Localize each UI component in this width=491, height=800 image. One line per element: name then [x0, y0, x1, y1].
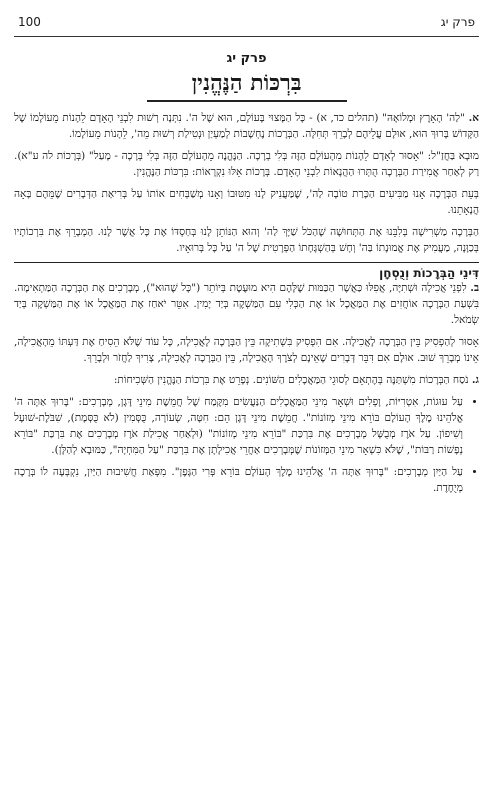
paragraph-b — [14, 280, 479, 328]
section-paragraphs — [14, 280, 479, 388]
paragraph-text: מוּבָא בַּחֲזַ"ל: "אָסוּר לְאָדָם לֵהָנוֹת מִהָעוֹלָם הַזֶּה בְּלִי בְרָכָה. הַנֶּהֱנֶה מֵהָעוֹלָם הַזֶּה בְּלִי בְּרָכָה - מָעַל" (בְּרָכוֹת לה ע"א). רַק לְאַחַר אֲמִירַת הַבְּרָכָה הֻתְּרוּ הַהֲנָאוֹת לִבְנֵי הָאָדָם. בְּרָכוֹת אֵלּוּ נִקְרָאוֹת: בִּרְכּוֹת הַנֶּהֱנִין. — [14, 150, 479, 178]
intro-paragraphs — [14, 110, 479, 256]
paragraph-label: א. — [468, 112, 480, 124]
paragraph — [14, 334, 479, 366]
paragraph-text: הַבְּרָכָה מַשְׁרִישָׁה בְּלִבֵּנוּ אֶת הַתְּחוּשָׁה שֶׁהַכֹּל שַׁיָּךְ לַה' וְהוּא הַנּוֹתֵן לָנוּ בְּחַסְדּוֹ אֶת כָּל אֲשֶׁר לָנוּ. הַמְבָרֵךְ אֶת בִּרְכוֹתָיו בְּכַוָּנָה, מַעֲמִיק אֶת אֱמוּנָתוֹ בַּה' וְחָשׁ בְּהַשְׁגָּחָתוֹ הַפְּרָטִית שֶׁל ה' עַל כָּל בְּרוּאָיו. — [14, 226, 479, 254]
paragraph-a — [14, 110, 479, 142]
title-underline — [147, 100, 347, 102]
blessing-list — [14, 394, 479, 496]
paragraph — [14, 224, 479, 256]
header-chapter: פרק יג — [440, 15, 475, 29]
paragraph-text: בְּעֵת הַבְּרָכָה אָנוּ מַבִּיעִים הַכָּרַת טוֹבָה לַה', שֶׁמַּעֲנִיק לָנוּ מִטּוּבוֹ וְאָנוּ מְשַׁבְּחִים אוֹתוֹ עַל בְּרִיאַת הַדְּבָרִים שֶׁמֵּהֶם בָּאָה הֲנָאָתֵנוּ. — [14, 188, 479, 216]
paragraph-text: אָסוּר לְהַפְסִיק בֵּין הַבְּרָכָה לָאֲכִילָה. אִם הִפְסִיק בִּשְׁתִיקָה בֵּין הַבְּרָכָה לָאֲכִילָה, כָּל עוֹד שֶׁלֹּא הֵסִיחַ אֶת דַּעְתּוֹ מֵהָאֲכִילָה, אֵינוֹ מְבָרֵךְ שׁוּב. אוּלָם אִם דִּבֵּר דְּבָרִים שֶׁאֵינָם לְצֹרֶךְ הָאֲכִילָה, בֵּין הַבְּרָכָה לָאֲכִילָה, צָרִיךְ לַחֲזֹר וּלְבָרֵךְ. — [14, 336, 479, 364]
running-header — [14, 12, 479, 37]
paragraph-label: ג. — [471, 374, 479, 386]
paragraph-text: "לַה' הָאָרֶץ וּמְלוֹאָהּ" (תהלים כד, א) - כָּל הַמָּצוּי בָּעוֹלָם, הוּא שֶׁל ה'. נִתְּנָה רְשׁוּת לִבְנֵי הָאָדָם לֵהָנוֹת מֵעוֹלָמוֹ שֶׁל הַקָּדוֹשׁ בָּרוּךְ הוּא, אוּלָם עֲלֵיהֶם לְבָרֵךְ תְּחִלָּה. הַבְּרָכוֹת נֶחְשָׁבוֹת לְמַעְיַן וּנְטִילַת רְשׁוּת מֵה', לֵהָנוֹת מֵעוֹלָמוֹ. — [14, 112, 479, 140]
paragraph-text: לִפְנֵי אֲכִילָה וּשְׁתִיָּה, אֲפִלּוּ כַּאֲשֶׁר הַכַּמּוּת שֶׁלָּהֶם הִיא מוּעֶטֶת בְּיוֹתֵר ("כָּל שֶׁהוּא"), מְבָרְכִים אֶת הַבְּרָכָה הַמַּתְאִימָה. בִּשְׁעַת הַבְּרָכָה אוֹחֲזִים אֶת הַמַּאֲכָל אוֹ אֶת הַכְּלִי עִם הַמַּשְׁקֶה בְּיַד יָמִין. אִטֵּר יֹאחַז אֶת הַמַּאֲכָל אוֹ אֶת הַמַּשְׁקֶה בְּיַד שְׂמֹאל. — [14, 282, 480, 326]
paragraph-label: ב. — [470, 282, 480, 294]
list-item: • עַל הַיַּיִן מְבָרְכִים: "בָּרוּךְ אַתָּה ה' אֱלֹהֵינוּ מֶלֶךְ הָעוֹלָם בּוֹרֵא פְּרִי הַגָּפֶן". מִפְּאַת חֲשִׁיבוּת הַיַּיִן, נִקְבְּעָה לוֹ בְּרָכָה מְיֻחֶדֶת. — [14, 464, 463, 496]
paragraph-g — [14, 372, 479, 388]
paragraph — [14, 148, 479, 180]
list-item: • עַל עוּגוֹת, אִטְרִיּוֹת, וָפְלִים וּשְׁאָר מִינֵי הַמַּאֲכָלִים הַנַּעֲשִׂים מִקֶּמַח שֶׁל חֲמֵשֶׁת מִינֵי דָּגָן, מְבָרְכִים: "בָּרוּךְ אַתָּה ה' אֱלֹהֵינוּ מֶלֶךְ הָעוֹלָם בּוֹרֵא מִינֵי מְזוֹנוֹת". חֲמֵשֶׁת מִינֵי דָּגָן הֵם: חִטָּה, שְׂעוֹרָה, כֻּסְּמִין (לֹא כֻּסְּמָת), שִׁבֹּלֶת-שׁוּעָל וְשִׁיפוֹן. עַל אֹרֶז מְבֻשָּׁל מְבָרְכִים אֶת בִּרְכַּת "בּוֹרֵא מִינֵי מְזוֹנוֹת" (וּלְאַחַר אֲכִילַת אֹרֶז מְבָרְכִים אֶת בִּרְכַּת "בּוֹרֵא נְפָשׁוֹת רַבּוֹת", שֶׁלֹּא כִּשְׁאָר מִינֵי הַמְּזוֹנוֹת שֶׁמְּבָרְכִים אַחֲרֵי אֲכִילָתָן אֶת בִּרְכַּת "עַל הַמִּחְיָה", כַּמּוּבָא לְהַלָּן). — [14, 394, 463, 458]
book-page — [14, 12, 479, 502]
paragraph — [14, 186, 479, 218]
section-title: דִּינֵי הַבְּרָכוֹת וְנֻסְחָן — [14, 262, 479, 280]
paragraph-text: נֹסַח הַבְּרָכוֹת מִשְׁתַּנֶּה בְּהֶתְאֵם לְסוּגֵי הַמַּאֲכָלִים הַשּׁוֹנִים. נְפָרֵט אֶת בִּרְכוֹת הַנֶּהֱנִין הַשְּׁכִיחוֹת: — [113, 374, 469, 386]
chapter-heading: פרק יג — [226, 51, 267, 66]
chapter-title: בִּרְכּוֹת הַנֶּהֱנִין — [191, 70, 302, 96]
page-number: 100 — [18, 15, 41, 29]
